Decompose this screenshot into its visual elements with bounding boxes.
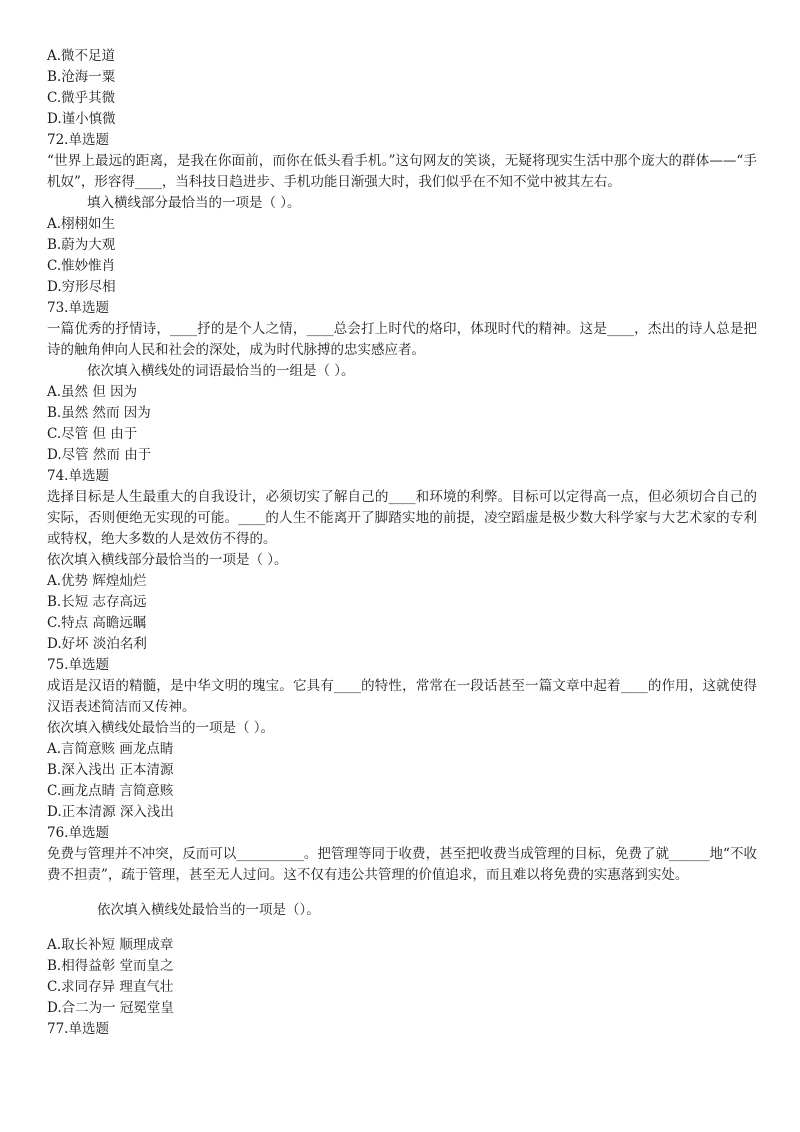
option-d: D.正本清源 深入浅出: [47, 804, 174, 820]
option-c: C.尽管 但 由于: [47, 426, 138, 442]
question-72: [47, 130, 757, 298]
option-c: C.求同存异 理直气壮: [47, 979, 174, 995]
option-b: B.沧海一粟: [47, 69, 116, 85]
option-c: C.微乎其微: [47, 90, 116, 106]
question-header: 74.单选题: [47, 468, 109, 484]
question-prompt: 填入横线部分最恰当的一项是（ ）。: [87, 195, 301, 211]
exam-page: [47, 46, 757, 1040]
option-c: C.特点 高瞻远瞩: [47, 615, 147, 631]
option-c: C.画龙点睛 言简意赅: [47, 783, 174, 799]
question-74: [47, 466, 757, 655]
option-c: C.惟妙惟肖: [47, 258, 116, 274]
option-a: A.栩栩如生: [47, 216, 116, 232]
option-b: B.长短 志存高远: [47, 594, 147, 610]
question-header: 72.单选题: [47, 132, 109, 148]
question-76: [47, 823, 757, 1019]
question-73: [47, 298, 757, 466]
option-a: A.虽然 但 因为: [47, 384, 138, 400]
option-a: A.微不足道: [47, 48, 116, 64]
question-prompt: 依次填入横线处的词语最恰当的一组是（ ）。: [87, 363, 355, 379]
option-d: D.合二为一 冠冕堂皇: [47, 1000, 174, 1016]
question-stem: 一篇优秀的抒情诗，____抒的是个人之情，____总会打上时代的烙印，体现时代的精神。这是____，杰出的诗人总是把诗的触角伸向人民和社会的深处，成为时代脉搏的忠实感应者。: [47, 321, 757, 358]
question-stem: 免费与管理并不冲突，反而可以__________。把管理等同于收费，甚至把收费当成管理的目标，免费了就______地“不收费不担责”，疏于管理，甚至无人过问。这不仅有违公共管理的价值追求，而且难以将免费的实惠落到实处。: [47, 846, 757, 883]
question-header: 73.单选题: [47, 300, 109, 316]
question-header: 75.单选题: [47, 657, 109, 673]
option-b: B.相得益彰 堂而皇之: [47, 958, 174, 974]
option-b: B.深入浅出 正本清源: [47, 762, 174, 778]
option-d: D.尽管 然而 由于: [47, 447, 152, 463]
question-77: [47, 1019, 757, 1040]
option-a: A.取长补短 顺理成章: [47, 937, 174, 953]
question-prompt: 依次填入横线处最恰当的一项是（ ）。: [47, 720, 275, 736]
option-d: D.穷形尽相: [47, 279, 116, 295]
question-stem: 成语是汉语的精髓，是中华文明的瑰宝。它具有____的特性，常常在一段话甚至一篇文章中起着____的作用，这就使得汉语表述简洁而又传神。: [47, 678, 757, 715]
option-b: B.蔚为大观: [47, 237, 116, 253]
option-b: B.虽然 然而 因为: [47, 405, 151, 421]
option-a: A.优势 辉煌灿烂: [47, 573, 147, 589]
question-stem: 选择目标是人生最重大的自我设计，必须切实了解自己的____和环境的利弊。目标可以定得高一点，但必须切合自己的实际，否则便绝无实现的可能。____的人生不能离开了脚踏实地的前提，凌空蹈虚是极少数大科学家与大艺术家的专利或特权，绝大多数的人是效仿不得的。: [47, 489, 757, 547]
option-d: D.谨小慎微: [47, 111, 116, 127]
question-header: 76.单选题: [47, 825, 109, 841]
question-prompt: 依次填入横线处最恰当的一项是（）。: [97, 902, 320, 918]
option-a: A.言简意赅 画龙点睛: [47, 741, 174, 757]
option-d: D.好坏 淡泊名利: [47, 636, 147, 652]
question-prompt: 依次填入横线部分最恰当的一项是（ ）。: [47, 552, 288, 568]
question-header: 77.单选题: [47, 1021, 109, 1037]
question-75: [47, 655, 757, 823]
question-71-options: [47, 46, 757, 130]
question-stem: “世界上最远的距离，是我在你面前，而你在低头看手机。”这句网友的笑谈，无疑将现实生活中那个庞大的群体——“手机奴”，形容得____，当科技日趋进步、手机功能日渐强大时，我们似乎在不知不觉中被其左右。: [47, 153, 757, 190]
